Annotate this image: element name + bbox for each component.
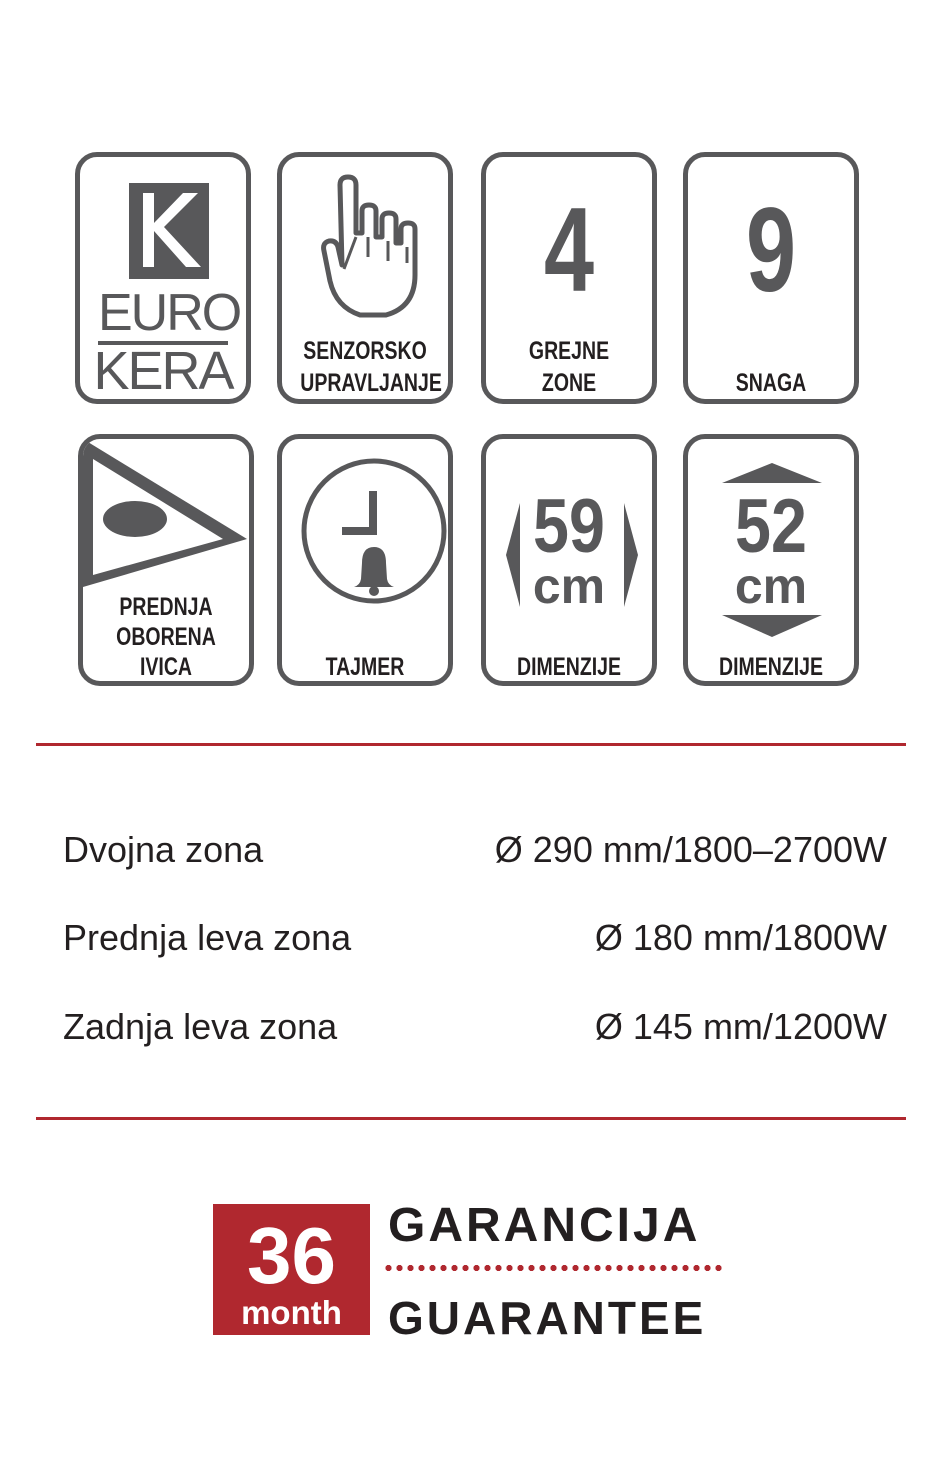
- feature-eurokera: [75, 152, 251, 404]
- feature-dubina: [683, 434, 859, 686]
- caption-snaga: SNAGA: [735, 369, 807, 397]
- caption-tajmer: TAJMER: [325, 653, 405, 681]
- feature-tajmer: [277, 434, 453, 686]
- spec-row: [63, 916, 887, 960]
- depth-value: 52: [735, 484, 807, 569]
- width-unit: cm: [532, 558, 606, 614]
- clock-bell-icon: [282, 439, 448, 681]
- spec-value: Ø 290 mm/1800–2700W: [494, 829, 887, 870]
- caption-prednja-1: PREDNJA: [119, 593, 213, 621]
- caption-grejne-1: GREJNE: [528, 337, 610, 365]
- guarantee-line-1: GARANCIJA: [388, 1199, 701, 1252]
- spec-label: Zadnja leva zona: [63, 1006, 338, 1047]
- width-value: 59: [533, 484, 605, 569]
- divider-top: [36, 743, 906, 746]
- feature-sirina: [481, 434, 657, 686]
- eurokera-line-2: KERA: [93, 341, 233, 401]
- caption-grejne-2: ZONE: [541, 369, 597, 397]
- depth-unit: cm: [734, 558, 808, 614]
- spec-value: Ø 145 mm/1200W: [594, 1006, 887, 1047]
- caption-dubina: DIMENZIJE: [718, 653, 824, 681]
- feature-senzorsko: [277, 152, 453, 404]
- spec-label: Prednja leva zona: [63, 917, 352, 958]
- caption-sirina: DIMENZIJE: [516, 653, 622, 681]
- eurokera-line-1: EURO: [98, 285, 228, 345]
- feature-prednja: [78, 434, 254, 686]
- zones-count: 4: [543, 183, 595, 317]
- divider-bottom: [36, 1117, 906, 1120]
- feature-grejne-zone: [481, 152, 657, 404]
- guarantee-unit: month: [241, 1294, 342, 1331]
- caption-prednja-3: IVICA: [139, 653, 193, 681]
- caption-senzorsko-2: UPRAVLJANJE: [300, 369, 442, 397]
- caption-prednja-2: OBORENA: [116, 623, 216, 651]
- spec-row: [63, 828, 887, 872]
- feature-snaga: [683, 152, 859, 404]
- caption-senzorsko-1: SENZORSKO: [303, 337, 427, 365]
- guarantee-line-2: GUARANTEE: [388, 1292, 707, 1344]
- spec-row: [63, 1005, 887, 1049]
- guarantee-number: 36: [247, 1211, 336, 1300]
- spec-label: Dvojna zona: [63, 829, 264, 870]
- power-levels: 9: [745, 183, 797, 317]
- spec-value: Ø 180 mm/1800W: [594, 917, 887, 958]
- guarantee-dotted-divider: [383, 1264, 726, 1272]
- guarantee-badge: [213, 1204, 370, 1335]
